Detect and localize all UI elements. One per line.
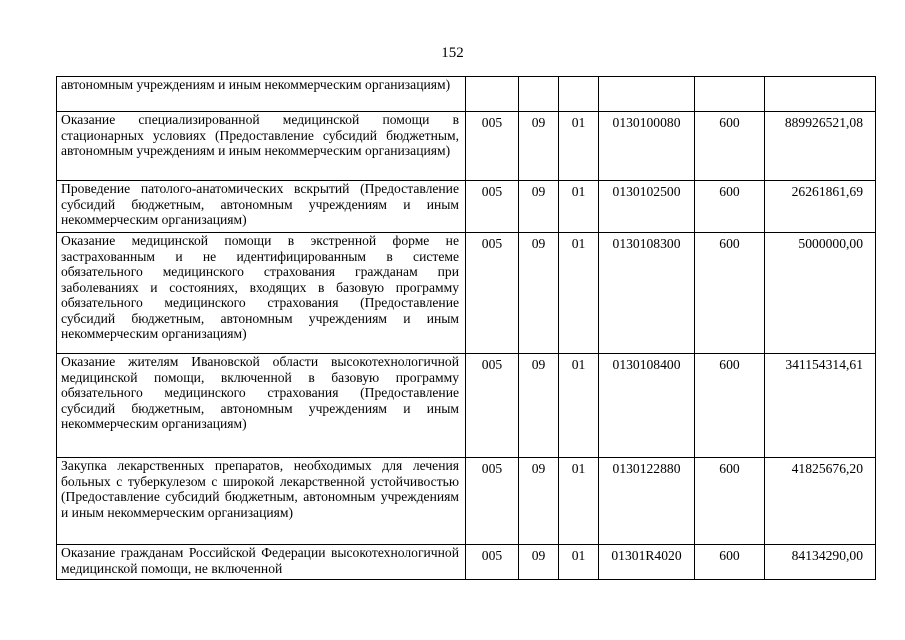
table-row [57,112,876,181]
expense-type-code: 600 [695,112,765,181]
ministry-code [466,77,519,112]
ministry-code: 005 [466,233,519,354]
target-article-code: 01301R4020 [599,545,695,580]
subsection-code: 01 [559,354,599,458]
target-article-code: 0130122880 [599,458,695,545]
subsection-code: 01 [559,233,599,354]
expense-type-code: 600 [695,354,765,458]
target-article-code: 0130108300 [599,233,695,354]
ministry-code: 005 [466,354,519,458]
budget-table [56,76,876,580]
expense-type-code: 600 [695,458,765,545]
row-description: Оказание гражданам Российской Федерации высокотехнологичной медицинской помощи, не включенной [57,545,466,580]
expense-type-code: 600 [695,545,765,580]
section-code: 09 [519,458,559,545]
table-row [57,354,876,458]
table-row [57,545,876,580]
section-code: 09 [519,181,559,233]
row-description: автономным учреждениям и иным некоммерческим организациям) [57,77,466,112]
ministry-code: 005 [466,458,519,545]
amount: 26261861,69 [765,181,876,233]
table-row [57,233,876,354]
expense-type-code: 600 [695,181,765,233]
amount: 5000000,00 [765,233,876,354]
amount: 341154314,61 [765,354,876,458]
table-row [57,77,876,112]
row-description: Оказание медицинской помощи в экстренной форме не застрахованным и не идентифицированным в системе обязательного медицинского страхования гражданам при заболеваниях и состояниях, входящих в базовую программу обязательного медицинского страхования (Предоставление субсидий бюджетным, автономным учреждениям и иным некоммерческим организациям) [57,233,466,354]
amount: 41825676,20 [765,458,876,545]
row-description: Оказание специализированной медицинской помощи в стационарных условиях (Предоставление субсидий бюджетным, автономным учреждениям и иным некоммерческим организациям) [57,112,466,181]
amount: 889926521,08 [765,112,876,181]
expense-type-code: 600 [695,233,765,354]
expense-type-code [695,77,765,112]
section-code: 09 [519,112,559,181]
ministry-code: 005 [466,181,519,233]
page-number: 152 [441,45,464,61]
section-code: 09 [519,233,559,354]
section-code: 09 [519,354,559,458]
row-description: Оказание жителям Ивановской области высокотехнологичной медицинской помощи, включенной в базовую программу обязательного медицинского страхования (Предоставление субсидий бюджетным, автономным учреждениям и иным некоммерческим организациям) [57,354,466,458]
subsection-code: 01 [559,181,599,233]
amount [765,77,876,112]
section-code: 09 [519,545,559,580]
table-row [57,181,876,233]
target-article-code: 0130102500 [599,181,695,233]
target-article-code [599,77,695,112]
subsection-code: 01 [559,458,599,545]
row-description: Закупка лекарственных препаратов, необходимых для лечения больных с туберкулезом с широкой лекарственной устойчивостью (Предоставление субсидий бюджетным, автономным учреждениям и иным некоммерческим организациям) [57,458,466,545]
row-description: Проведение патолого-анатомических вскрытий (Предоставление субсидий бюджетным, автономным учреждениям и иным некоммерческим организациям) [57,181,466,233]
target-article-code: 0130108400 [599,354,695,458]
subsection-code [559,77,599,112]
ministry-code: 005 [466,545,519,580]
table-row [57,458,876,545]
ministry-code: 005 [466,112,519,181]
subsection-code: 01 [559,112,599,181]
subsection-code: 01 [559,545,599,580]
amount: 84134290,00 [765,545,876,580]
target-article-code: 0130100080 [599,112,695,181]
section-code [519,77,559,112]
